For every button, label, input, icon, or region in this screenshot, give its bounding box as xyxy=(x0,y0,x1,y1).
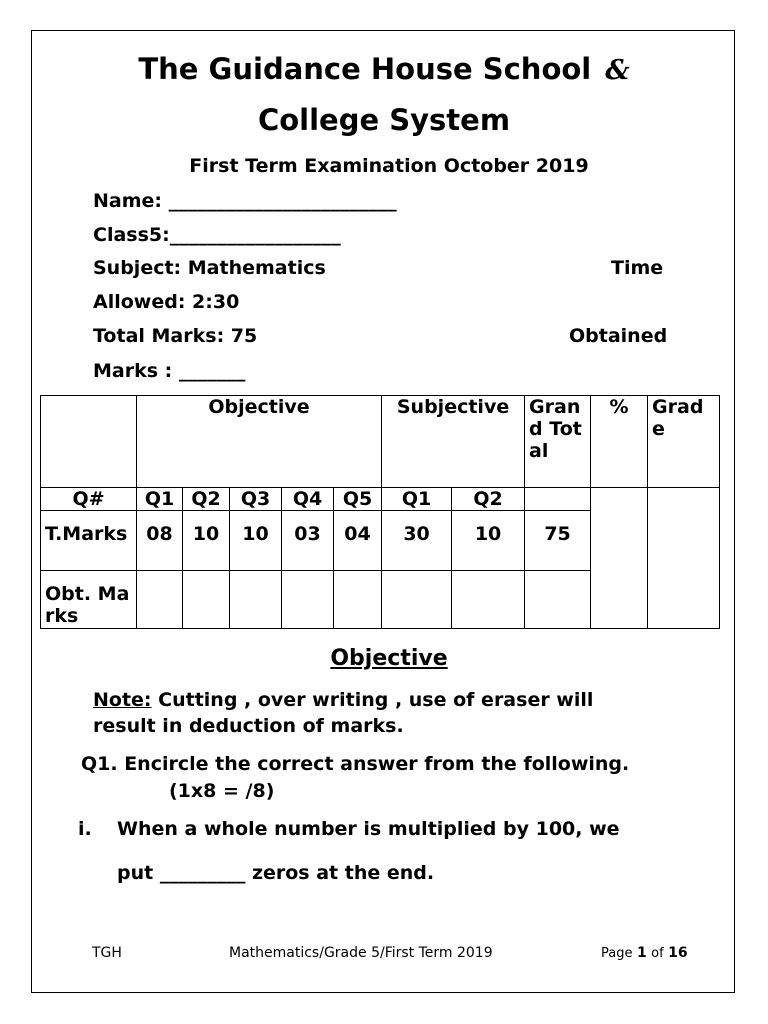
school-title-line2: College System xyxy=(257,103,511,137)
tmarks-value: 30 xyxy=(382,511,452,571)
obt-marks-label: Obt. Marks xyxy=(41,571,137,629)
question-label: Q4 xyxy=(282,488,334,511)
obt-cell xyxy=(137,571,183,629)
name-field: Name: ________________________ xyxy=(93,190,397,212)
total-marks: Total Marks: 75 xyxy=(93,325,258,347)
tmarks-value: 10 xyxy=(183,511,230,571)
question-label: Q2 xyxy=(183,488,230,511)
ampersand: & xyxy=(605,55,630,86)
note-line2: result in deduction of marks. xyxy=(93,715,404,737)
percent-header: % xyxy=(591,396,648,488)
obt-cell xyxy=(282,571,334,629)
tmarks-grand-total: 75 xyxy=(525,511,591,571)
item-line1: When a whole number is multiplied by 100, we xyxy=(117,818,620,840)
time-allowed: Allowed: 2:30 xyxy=(93,291,240,313)
subjective-header: Subjective xyxy=(382,396,525,488)
tmarks-value: 10 xyxy=(452,511,525,571)
class-field: Class5:__________________ xyxy=(93,224,341,246)
note-text: Cutting , over writing , use of eraser will xyxy=(151,689,594,711)
objective-header: Objective xyxy=(137,396,382,488)
obt-cell xyxy=(230,571,282,629)
obt-cell xyxy=(525,571,591,629)
time-label: Time xyxy=(611,257,664,279)
note-label: Note: xyxy=(93,689,152,711)
footer-left: TGH xyxy=(92,945,122,961)
obtained-marks-field: Marks : _______ xyxy=(93,360,246,382)
table-corner-cell xyxy=(41,396,137,488)
total-pages: 16 xyxy=(668,945,688,961)
of-word: of xyxy=(651,946,664,961)
exam-title: First Term Examination October 2019 xyxy=(189,155,589,177)
question-label: Q2 xyxy=(452,488,525,511)
obtained-label: Obtained xyxy=(569,325,668,347)
school-name: The Guidance House School xyxy=(138,52,592,86)
grade-cell xyxy=(648,488,720,629)
question-label: Q3 xyxy=(230,488,282,511)
subject-field: Subject: Mathematics xyxy=(93,257,326,279)
tmarks-label: T.Marks xyxy=(41,511,137,571)
q-label: Q# xyxy=(41,488,137,511)
obt-cell xyxy=(183,571,230,629)
question-label: Q5 xyxy=(334,488,382,511)
percent-cell xyxy=(591,488,648,629)
note-line1 xyxy=(93,689,593,711)
obt-cell xyxy=(334,571,382,629)
question-label: Q1 xyxy=(382,488,452,511)
item-line2: put _________ zeros at the end. xyxy=(117,862,435,884)
obt-cell xyxy=(452,571,525,629)
page-number xyxy=(601,945,688,961)
tmarks-value: 04 xyxy=(334,511,382,571)
question-row xyxy=(41,488,720,511)
footer-center: Mathematics/Grade 5/First Term 2019 xyxy=(229,945,493,961)
tmarks-value: 08 xyxy=(137,511,183,571)
grand-total-header: Grand Total xyxy=(525,396,591,488)
tmarks-value: 10 xyxy=(230,511,282,571)
grade-header: Grade xyxy=(648,396,720,488)
empty-cell xyxy=(525,488,591,511)
item-number: i. xyxy=(78,818,92,840)
tmarks-value: 03 xyxy=(282,511,334,571)
question-1-marks: (1x8 = /8) xyxy=(169,780,275,802)
table-header-row xyxy=(41,396,720,488)
obt-cell xyxy=(382,571,452,629)
current-page: 1 xyxy=(636,945,647,961)
question-label: Q1 xyxy=(137,488,183,511)
question-1: Q1. Encircle the correct answer from the following. xyxy=(81,753,630,775)
marks-table xyxy=(40,395,720,629)
school-title-line1 xyxy=(0,52,768,86)
page-word: Page xyxy=(601,946,633,961)
section-heading: Objective xyxy=(330,646,448,671)
